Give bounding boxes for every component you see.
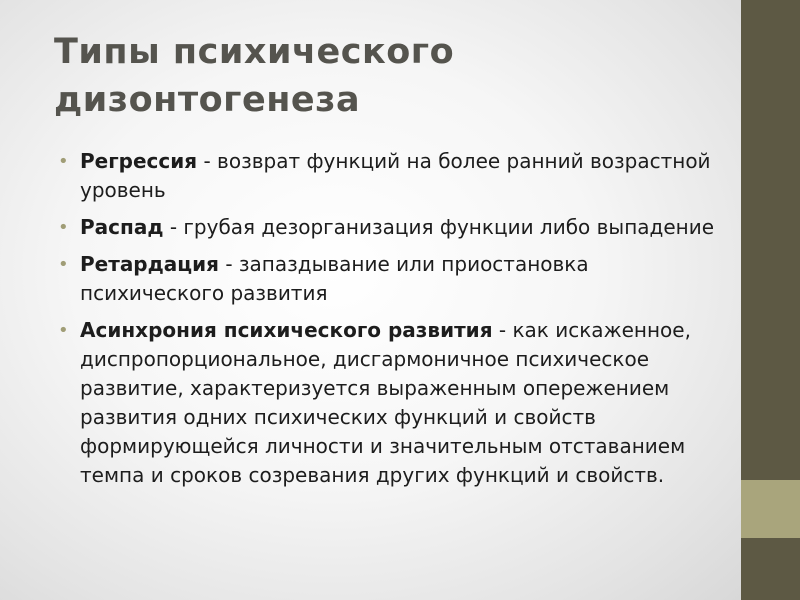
bullet-list	[58, 147, 718, 498]
bullet-term: Распад	[80, 215, 164, 239]
bullet-term: Ретардация	[80, 252, 219, 276]
slide-title-line-1: Типы психического	[54, 32, 455, 72]
bullet-icon: •	[58, 151, 69, 172]
bullet-item-asynchrony	[58, 316, 718, 490]
bullet-definition: - как искаженное, диспропорциональное, дисгармоничное психическое развитие, характеризуется выраженным опережением развития одних психических функций и свойств формирующейся личности и значительным отставанием темпа и сроков созревания других функций и свойств.	[80, 318, 691, 487]
bullet-item-retardation	[58, 250, 718, 308]
sidebar-bottom-stripe	[741, 538, 800, 600]
bullet-icon: •	[58, 254, 69, 275]
bullet-icon: •	[58, 320, 69, 341]
bullet-term: Асинхрония психического развития	[80, 318, 493, 342]
decorative-sidebar	[741, 0, 800, 600]
sidebar-light-stripe	[741, 480, 800, 538]
bullet-definition: - грубая дезорганизация функции либо выпадение	[163, 215, 715, 239]
bullet-icon: •	[58, 217, 69, 238]
bullet-definition: - запаздывание или приостановка психического развития	[80, 252, 589, 305]
bullet-item-decay	[58, 213, 718, 242]
bullet-item-regression	[58, 147, 718, 205]
bullet-term: Регрессия	[80, 149, 198, 173]
sidebar-dark-stripe	[741, 0, 800, 480]
bullet-definition: - возврат функций на более ранний возрастной уровень	[80, 149, 711, 202]
slide-title	[54, 28, 694, 124]
slide-title-line-2: дизонтогенеза	[54, 80, 361, 120]
